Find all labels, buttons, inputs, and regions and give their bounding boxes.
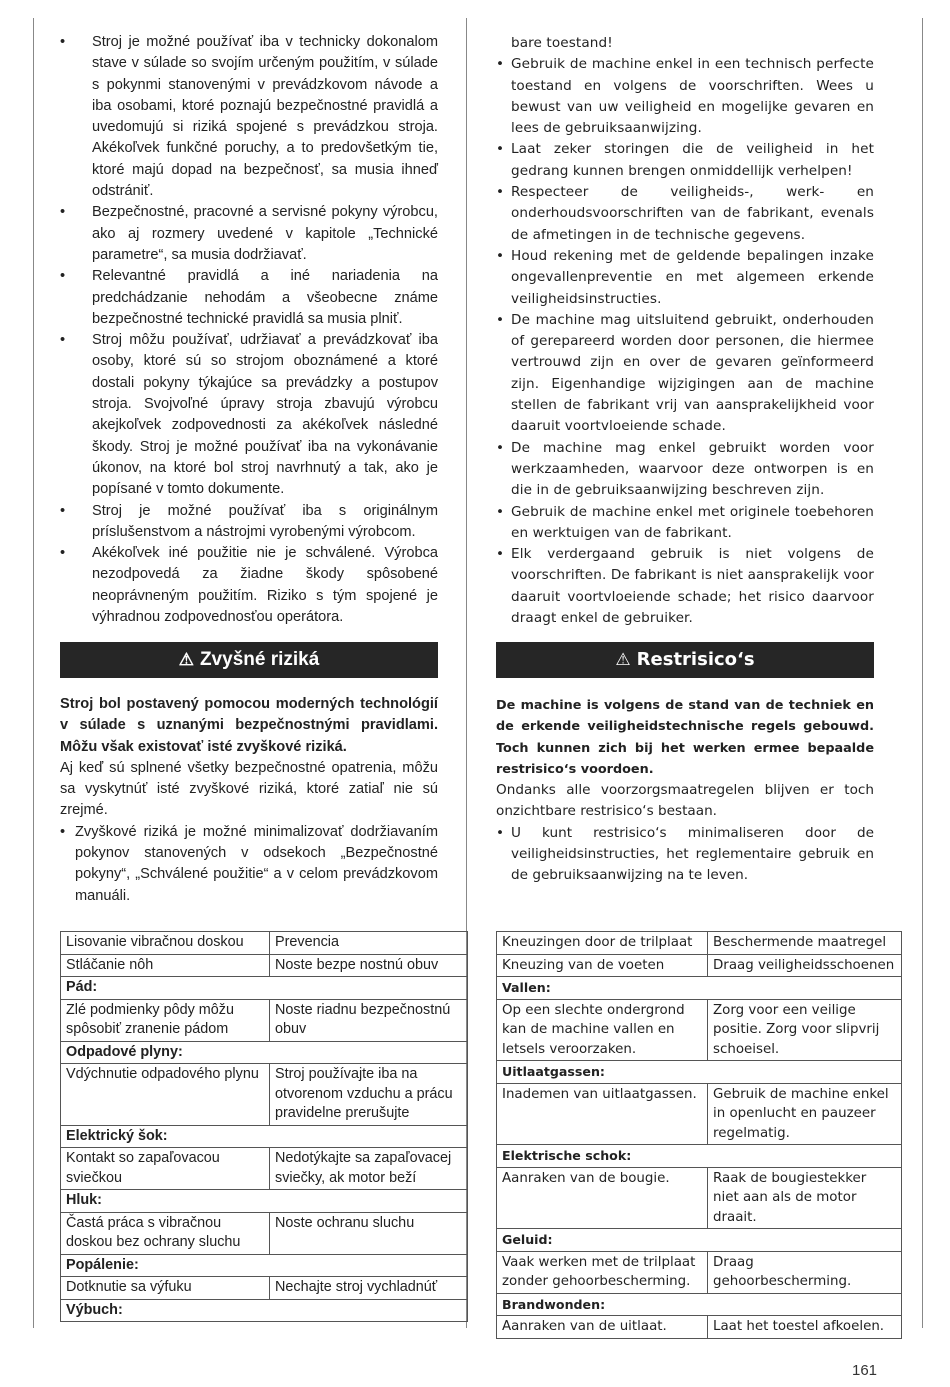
table-cell-measure: Gebruik de machine enkel in openlucht en pauzeer regelmatig. [708,1083,902,1145]
table-cell-risk: Dotknutie sa výfuku [61,1277,270,1300]
table-row [61,977,468,1000]
table-cell-measure: Draag veiligheidsschoenen [708,954,902,977]
left-bullet-list [60,32,438,628]
right-section-paragraph: Ondanks alle voorzorgsmaatregelen blijven er toch onzichtbare restrisico‘s bestaan. [496,782,874,820]
table-group-heading: Popálenie: [61,1254,468,1277]
table-row [61,1299,468,1322]
table-cell-measure: Noste ochranu sluchu [270,1212,468,1254]
table-cell-risk: Stláčanie nôh [61,954,270,977]
list-item: • Respecteer de veiligheids-, werk- en onderhoudsvoorschriften van de fabrikant, evenals de afmetingen in de technische gegevens. [496,182,874,246]
table-row [497,1167,902,1229]
right-bullet-list [496,54,874,629]
list-item: • Akékoľvek iné použitie nie je schválené. Výrobca nezodpovedá za žiadne škody spôsobené neoprávneným použitím. Riziko s tým spojené je výhradnou zodpovednosťou operátora. [60,543,438,628]
right-column-text [496,33,874,629]
warning-icon: ⚠ [178,650,194,669]
table-row [497,1293,902,1316]
table-cell-risk: Kneuzingen door de trilplaat [497,932,708,955]
table-cell-measure: Noste riadnu bezpečnostnú obuv [270,999,468,1041]
table-cell-risk: Kneuzing van de voeten [497,954,708,977]
table-cell-measure: Raak de bougiestekker niet aan als de motor draait. [708,1167,902,1229]
list-item: • Gebruik de machine enkel met originele toebehoren en werktuigen van de fabrikant. [496,502,874,545]
list-item: • Stroj môžu používať, udržiavať a prevádzkovať iba osoby, ktoré sú so strojom oboznámené a ktoré dostali pokyny týkajúce sa prevádzky a postupov stroja. Svojvoľné úpravy stroja zbavujú výrobcu akejkoľvek zodpovednosti za akékoľvek následné škody. Stroj je možné používať iba na vykonávanie úkonov, na ktoré bol stroj navrhnutý a tak, ako je popísané v tomto dokumente. [60,330,438,500]
left-risk-table [60,931,468,1322]
table-row [497,1251,902,1293]
right-section-banner [496,642,874,678]
table-row [61,1041,468,1064]
table-cell-measure: Stroj používajte iba na otvorenom vzduchu a prácu pravidelne prerušujte [270,1064,468,1126]
column-divider-right [922,18,923,1328]
table-cell-measure: Zorg voor een veilige positie. Zorg voor slipvrij schoeisel. [708,999,902,1061]
table-row [61,932,468,955]
right-section-bullet: • U kunt restrisico‘s minimaliseren door de veiligheidsinstructies, het reglementaire gebruik en de gebruiksaanwijzing na te leven. [496,823,874,887]
table-cell-measure: Laat het toestel afkoelen. [708,1316,902,1339]
table-row [61,1277,468,1300]
table-cell-measure: Nedotýkajte sa zapaľovacej sviečky, ak motor beží [270,1148,468,1190]
table-cell-measure: Prevencia [270,932,468,955]
table-cell-risk: Vaak werken met de trilplaat zonder gehoorbescherming. [497,1251,708,1293]
table-group-heading: Pád: [61,977,468,1000]
table-group-heading: Odpadové plyny: [61,1041,468,1064]
table-row [61,1212,468,1254]
list-item: • Laat zeker storingen die de veiligheid in het gedrang kunnen brengen onmiddellijk verhelpen! [496,139,874,182]
table-cell-risk: Zlé podmienky pôdy môžu spôsobiť zranenie pádom [61,999,270,1041]
left-section-banner [60,642,438,678]
right-risk-table [496,931,902,1339]
table-cell-measure: Nechajte stroj vychladnúť [270,1277,468,1300]
table-row [497,1316,902,1339]
table-row [61,1064,468,1126]
list-item: • Elk verdergaand gebruik is niet volgens de voorschriften. De fabrikant is niet aansprakelijk voor daaruit voortvloeiende schade; het risico daarvoor draagt enkel de gebruiker. [496,544,874,629]
list-item: • Stroj je možné používať iba s originálnym príslušenstvom a nástrojmi vyrobenými výrobcom. [60,501,438,544]
left-column-text [60,32,438,628]
table-cell-measure: Beschermende maatregel [708,932,902,955]
table-row [61,999,468,1041]
table-row [497,999,902,1061]
table-row [497,1083,902,1145]
right-section-intro: De machine is volgens de stand van de techniek en de erkende veiligheidstechnische regels gebouwd. Toch kunnen zich bij het werken ermee bepaalde restrisico‘s voordoen. [496,698,874,777]
table-group-heading: Hluk: [61,1190,468,1213]
left-section-body [60,694,438,907]
table-group-heading: Vallen: [497,977,902,1000]
table-group-heading: Elektrische schok: [497,1145,902,1168]
table-cell-risk: Op een slechte ondergrond kan de machine vallen en letsels veroorzaken. [497,999,708,1061]
list-item: • Relevantné pravidlá a iné nariadenia na predchádzanie nehodám a všeobecne známe bezpečnostné technické pravidlá sa musia plniť. [60,266,438,330]
table-row [497,977,902,1000]
right-section-body [496,695,874,887]
left-section-paragraph: Aj keď sú splnené všetky bezpečnostné opatrenia, môžu sa vyskytnúť isté zvyškové riziká, ktoré zatiaľ nie sú zrejmé. [60,759,438,819]
left-section-bullet: • Zvyškové riziká je možné minimalizovať dodržiavaním pokynov stanovených v odsekoch „Bezpečnostné pokyny“, „Schválené použitie“ a v celom prevádzkovom manuáli. [60,822,438,907]
left-section-intro: Stroj bol postavený pomocou moderných technológií v súlade s uznanými bezpečnostnými pravidlami. Môžu však existovať isté zvyškové riziká. [60,696,438,755]
table-cell-risk: Lisovanie vibračnou doskou [61,932,270,955]
table-row [497,954,902,977]
table-cell-risk: Kontakt so zapaľovacou sviečkou [61,1148,270,1190]
right-intro-continuation: bare toestand! [511,35,613,51]
warning-icon: ⚠ [615,650,631,670]
table-row [497,932,902,955]
left-section-title: Zvyšné riziká [199,649,320,670]
table-row [497,1229,902,1252]
table-cell-measure: Noste bezpe nostnú obuv [270,954,468,977]
list-item: • Stroj je možné používať iba v technicky dokonalom stave v súlade so svojím určeným použitím, v súlade s pokynmi stanovenými v prevádzkovom návode a iba osobami, ktoré poznajú bezpečnostné pravidlá a uvedomujú si riziká spojené s prevádzkou stroja. Akékoľvek funkčné poruchy, a to predovšetkým tie, ktoré majú dopad na bezpečnosť, sa musia ihneď odstrániť. [60,32,438,202]
table-row [61,1148,468,1190]
table-row [61,1190,468,1213]
column-divider-left [33,18,34,1328]
list-item: • De machine mag enkel gebruikt worden voor werkzaamheden, waarvoor deze ontworpen is en die in de gebruiksaanwijzing beschreven zijn. [496,438,874,502]
table-cell-measure: Draag gehoorbescherming. [708,1251,902,1293]
table-row [61,1254,468,1277]
list-item: • Houd rekening met de geldende bepalingen inzake ongevallenpreventie en met algemeen erkende veiligheidsinstructies. [496,246,874,310]
list-item: • De machine mag uitsluitend gebruikt, onderhouden of gerepareerd worden door personen, die hiermee vertrouwd zijn en over de gevaren geïnformeerd zijn. Eigenhandige wijzigingen aan de machine stellen de fabrikant vrij van aansprakelijkheid voor daaruit voortvloeiende schade. [496,310,874,438]
table-group-heading: Geluid: [497,1229,902,1252]
list-item: • Gebruik de machine enkel in een technisch perfecte toestand en volgens de voorschriften. Wees u bewust van uw veiligheid en mogelijke gevaren en lees de gebruiksaanwijzing. [496,54,874,139]
table-cell-risk: Častá práca s vibračnou doskou bez ochrany sluchu [61,1212,270,1254]
table-row [497,1145,902,1168]
table-row [61,1125,468,1148]
table-group-heading: Brandwonden: [497,1293,902,1316]
table-group-heading: Elektrický šok: [61,1125,468,1148]
table-cell-risk: Aanraken van de bougie. [497,1167,708,1229]
right-section-title: Restrisico‘s [636,649,755,670]
table-group-heading: Výbuch: [61,1299,468,1322]
table-cell-risk: Vdýchnutie odpadového plynu [61,1064,270,1126]
table-group-heading: Uitlaatgassen: [497,1061,902,1084]
page-number: 161 [852,1362,878,1379]
table-cell-risk: Inademen van uitlaatgassen. [497,1083,708,1145]
table-cell-risk: Aanraken van de uitlaat. [497,1316,708,1339]
list-item: • Bezpečnostné, pracovné a servisné pokyny výrobcu, ako aj rozmery uvedené v kapitole „Technické parametre“, sa musia dodržiavať. [60,202,438,266]
table-row [497,1061,902,1084]
table-row [61,954,468,977]
